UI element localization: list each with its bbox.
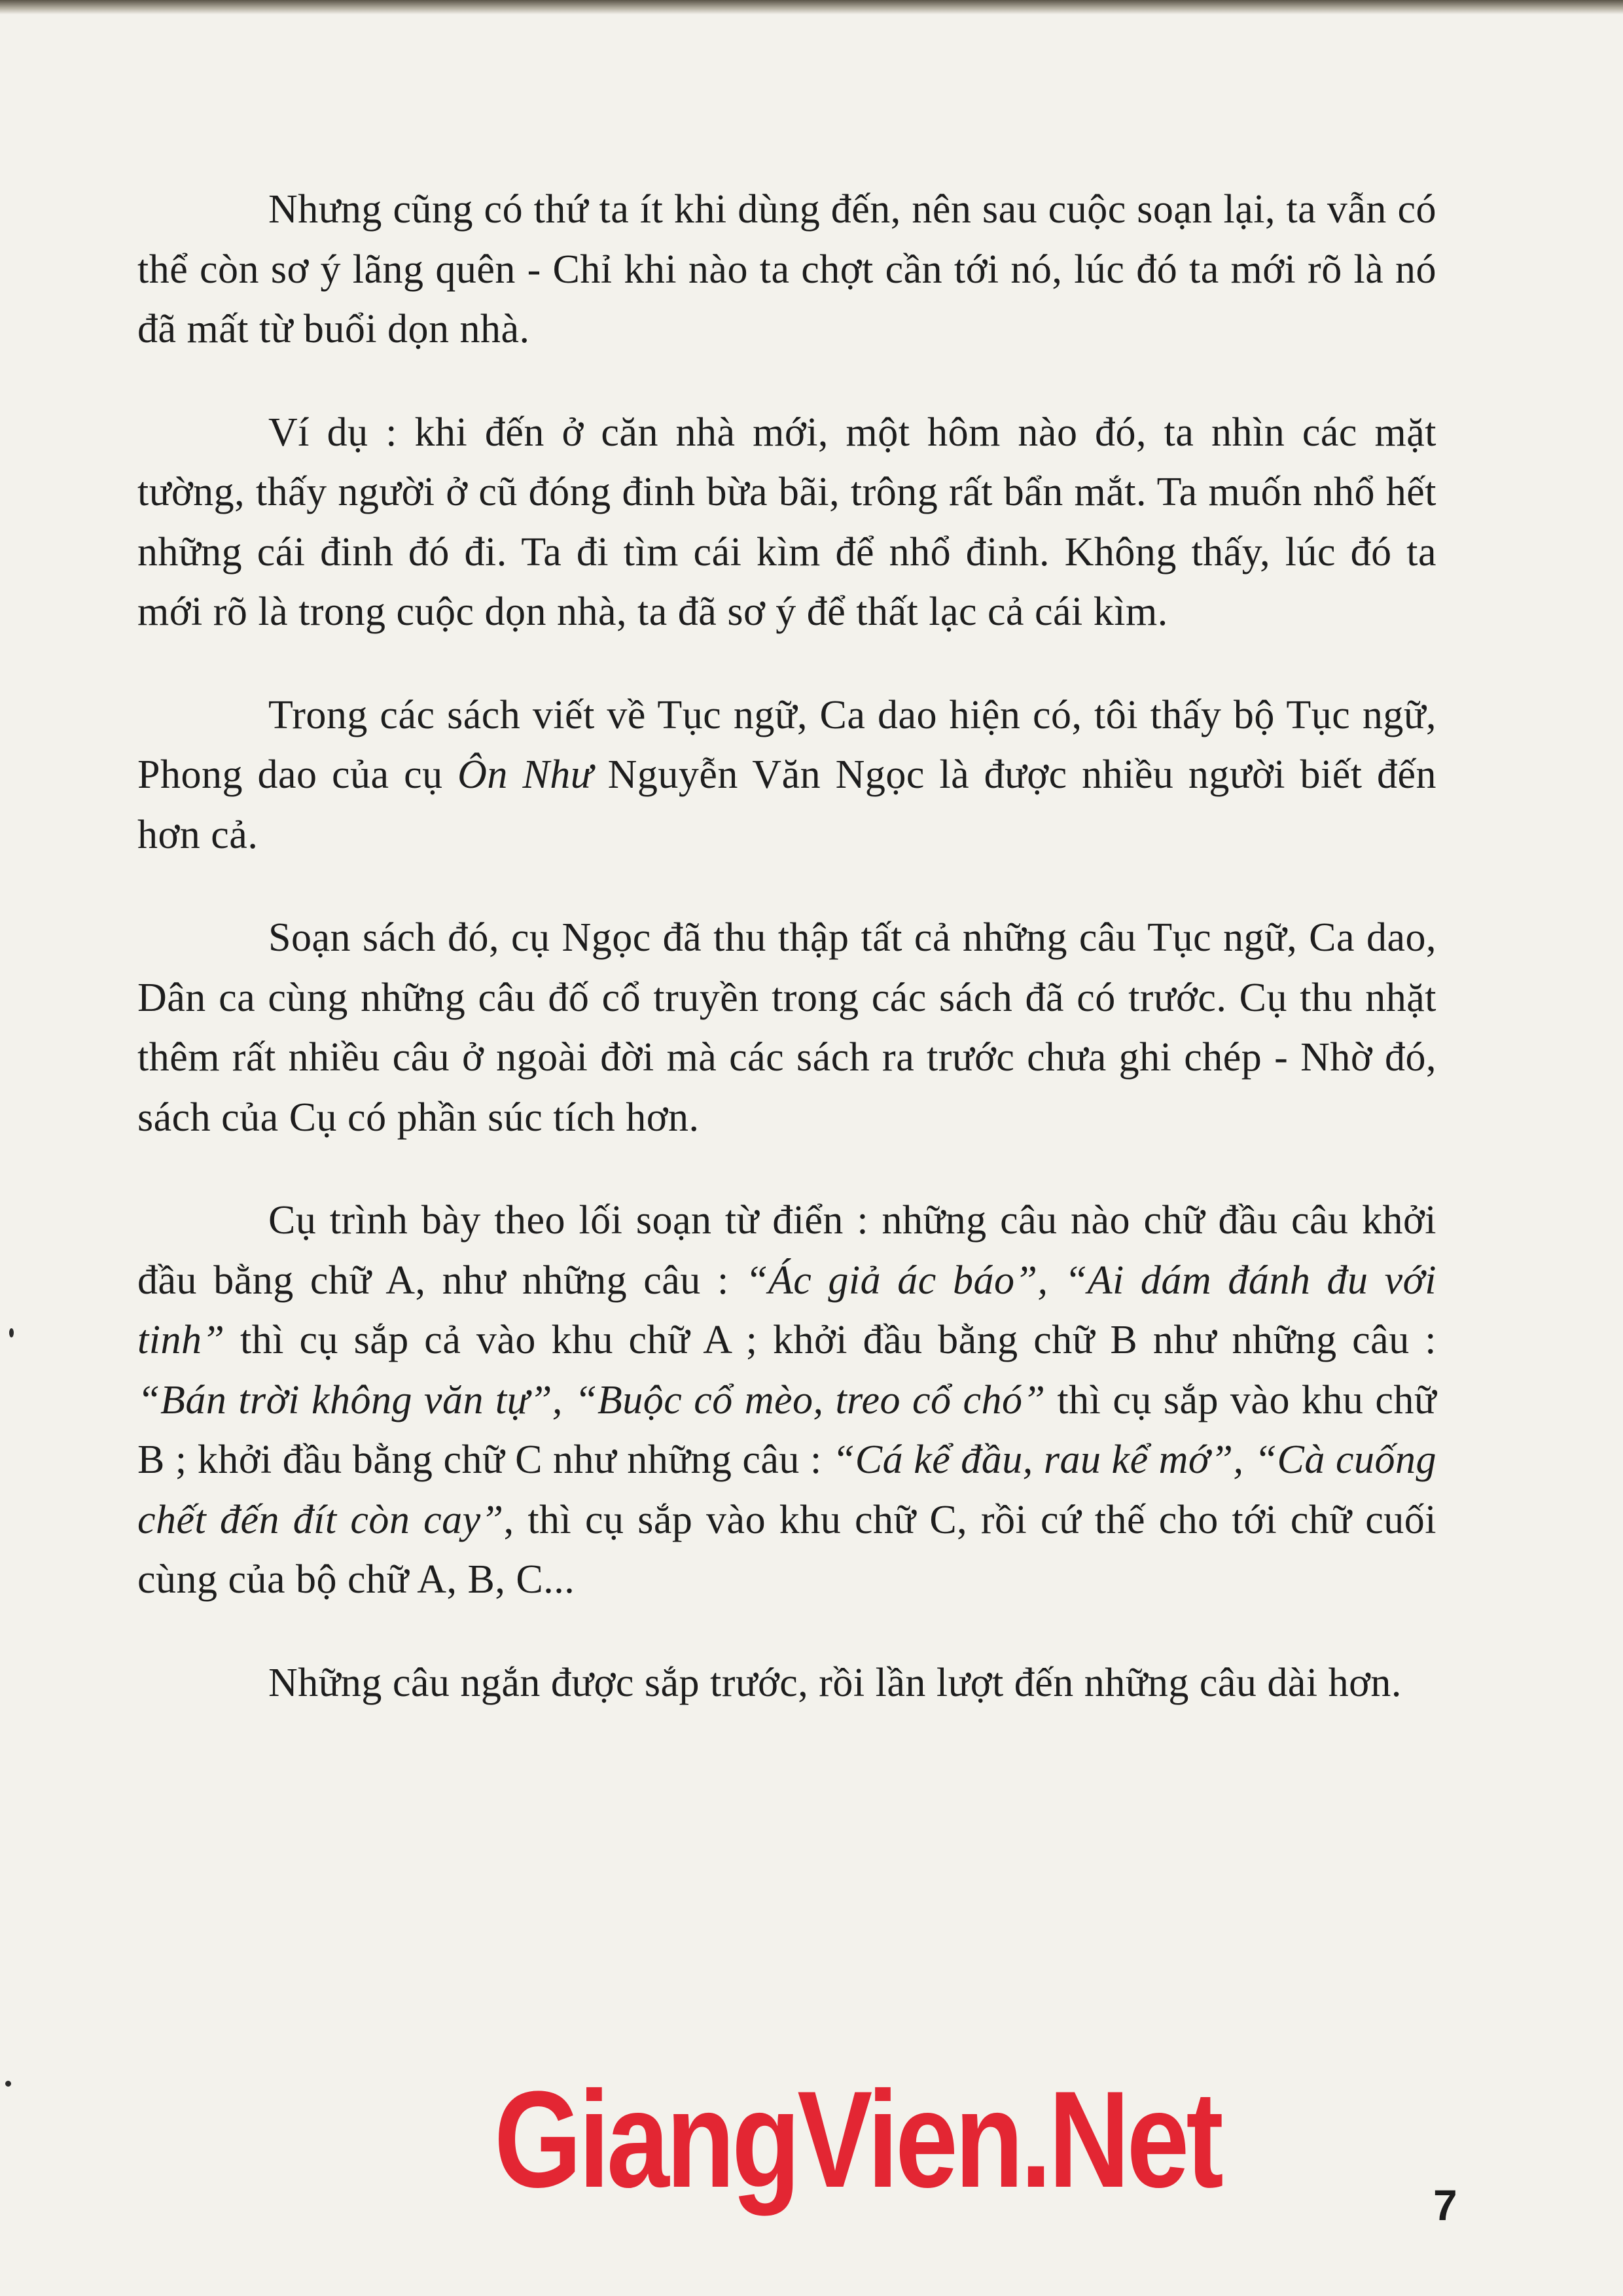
paragraph xyxy=(137,180,1436,360)
scan-speck xyxy=(5,2081,11,2087)
scan-speck xyxy=(9,1328,14,1337)
paragraph xyxy=(137,908,1436,1148)
text-run: Cụ trình bày theo lối soạn từ điển : những câu nào chữ đầu câu khởi đầu bằng chữ A, như những câu : xyxy=(137,1198,1436,1303)
paragraph xyxy=(137,1191,1436,1610)
text-run: thì cụ sắp cả vào khu chữ A ; khởi đầu bằng chữ B như những câu : xyxy=(224,1318,1436,1362)
paragraph xyxy=(137,686,1436,866)
text-run: thì cụ sắp vào khu chữ B ; khởi đầu bằng chữ C như những câu : xyxy=(137,1377,1436,1482)
italic-text-run: “Bán trời không văn tự”, “Buộc cổ mèo, treo cổ chó” xyxy=(137,1377,1046,1422)
page-top-edge xyxy=(0,0,1623,14)
text-run: Nhưng cũng có thứ ta ít khi dùng đến, nên sau cuộc soạn lại, ta vẫn có thể còn sơ ý lãng quên - Chỉ khi nào ta chợt cần tới nó, lúc đó ta mới rõ là nó đã mất từ buổi dọn nhà. xyxy=(137,187,1436,351)
watermark: GiangVien.Net xyxy=(494,2062,1221,2216)
text-run: Soạn sách đó, cụ Ngọc đã thu thập tất cả những câu Tục ngữ, Ca dao, Dân ca cùng những câu đố cổ truyền trong các sách đã có trước. Cụ thu nhặt thêm rất nhiều câu ở ngoài đời mà các sách ra trước chưa ghi chép - Nhờ đó, sách của Cụ có phần súc tích hơn. xyxy=(137,915,1436,1140)
page-body xyxy=(137,180,1436,1756)
italic-text-run: “Cá kể đầu, rau kể mớ”, “Cà cuống chết đến đít còn cay” xyxy=(137,1438,1436,1542)
text-run: Nguyễn Văn Ngọc là được nhiều người biết đến hơn cả. xyxy=(137,752,1436,857)
text-run: Trong các sách viết về Tục ngữ, Ca dao hiện có, tôi thấy bộ Tục ngữ, Phong dao của cụ xyxy=(137,692,1436,797)
text-run: Những câu ngắn được sắp trước, rồi lần lượt đến những câu dài hơn. xyxy=(268,1660,1402,1705)
text-run: Ví dụ : khi đến ở căn nhà mới, một hôm nào đó, ta nhìn các mặt tường, thấy người ở cũ đóng đinh bừa bãi, trông rất bẩn mắt. Ta muốn nhổ hết những cái đinh đó đi. Ta đi tìm cái kìm để nhổ đinh. Không thấy, lúc đó ta mới rõ là trong cuộc dọn nhà, ta đã sơ ý để thất lạc cả cái kìm. xyxy=(137,410,1436,634)
page-number: 7 xyxy=(1433,2181,1457,2229)
italic-text-run: Ôn Như xyxy=(457,752,594,797)
paragraph xyxy=(137,1653,1436,1714)
text-run: , thì cụ sắp vào khu chữ C, rồi cứ thế cho tới chữ cuối cùng của bộ chữ A, B, C... xyxy=(137,1497,1436,1602)
italic-text-run: “Ác giả ác báo”, “Ai dám đánh đu với tinh” xyxy=(137,1258,1436,1362)
paragraph xyxy=(137,403,1436,643)
